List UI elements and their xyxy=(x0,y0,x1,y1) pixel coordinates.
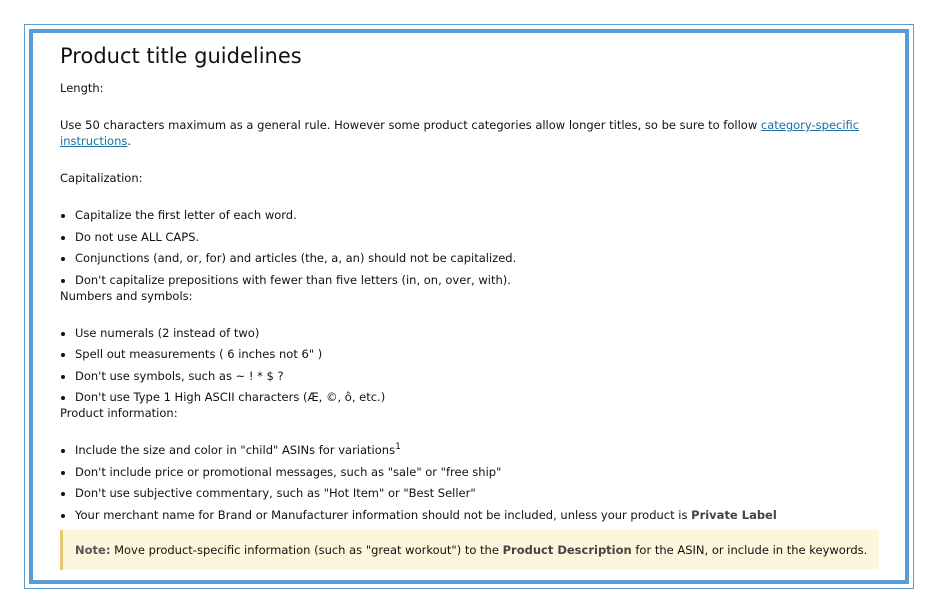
list-item: • Don't capitalize prepositions with fewer than five letters (in, on, over, with). xyxy=(75,272,879,288)
page-frame xyxy=(24,24,914,589)
note-text: Move product-specific information (such as "great workout") to the xyxy=(110,543,503,557)
private-label-term: Private Label xyxy=(691,507,777,522)
note-callout xyxy=(60,530,879,570)
length-rule-text: Use 50 characters maximum as a general rule. However some product categories allow longer titles, so be sure to follow xyxy=(60,118,761,132)
product-description-term: Product Description xyxy=(502,543,632,557)
capitalization-list xyxy=(60,207,879,288)
content-panel xyxy=(29,29,909,584)
length-rule xyxy=(60,117,879,149)
page-title: Product title guidelines xyxy=(60,44,302,68)
numbers-label: Numbers and symbols: xyxy=(60,288,193,303)
list-item: • Don't use symbols, such as ~ ! * $ ? xyxy=(75,368,879,384)
list-item: • Spell out measurements ( 6 inches not 6" ) xyxy=(75,346,879,362)
list-item xyxy=(75,442,879,458)
note-text-end: for the ASIN, or include in the keywords. xyxy=(631,543,868,557)
list-item xyxy=(75,507,879,523)
list-item: • Don't include price or promotional messages, such as "sale" or "free ship" xyxy=(75,464,879,480)
merchant-name-text: Your merchant name for Brand or Manufacturer information should not be included, unless your product is xyxy=(75,507,692,522)
list-item: • Don't use subjective commentary, such as "Hot Item" or "Best Seller" xyxy=(75,485,879,501)
variations-text: Include the size and color in "child" ASINs for variations xyxy=(75,443,396,457)
note-label: Note: xyxy=(75,543,111,557)
product-info-label: Product information: xyxy=(60,406,178,420)
list-item: • Do not use ALL CAPS. xyxy=(75,229,879,245)
list-item: • Conjunctions (and, or, for) and articles (the, a, an) should not be capitalized. xyxy=(75,250,879,266)
guidelines-content xyxy=(60,42,879,528)
length-rule-period: . xyxy=(127,134,131,148)
length-label: Length: xyxy=(60,81,104,95)
list-item: • Don't use Type 1 High ASCII characters (Æ, ©, ô, etc.) xyxy=(75,389,879,405)
list-item: • Use numerals (2 instead of two) xyxy=(75,325,879,341)
capitalization-label: Capitalization: xyxy=(60,171,143,185)
category-instructions-link[interactable]: category-specific instructions xyxy=(60,118,860,148)
product-info-list xyxy=(60,442,879,523)
list-item: • Capitalize the first letter of each word. xyxy=(75,207,879,223)
numbers-list xyxy=(60,325,879,406)
footnote-ref: 1 xyxy=(395,442,401,453)
